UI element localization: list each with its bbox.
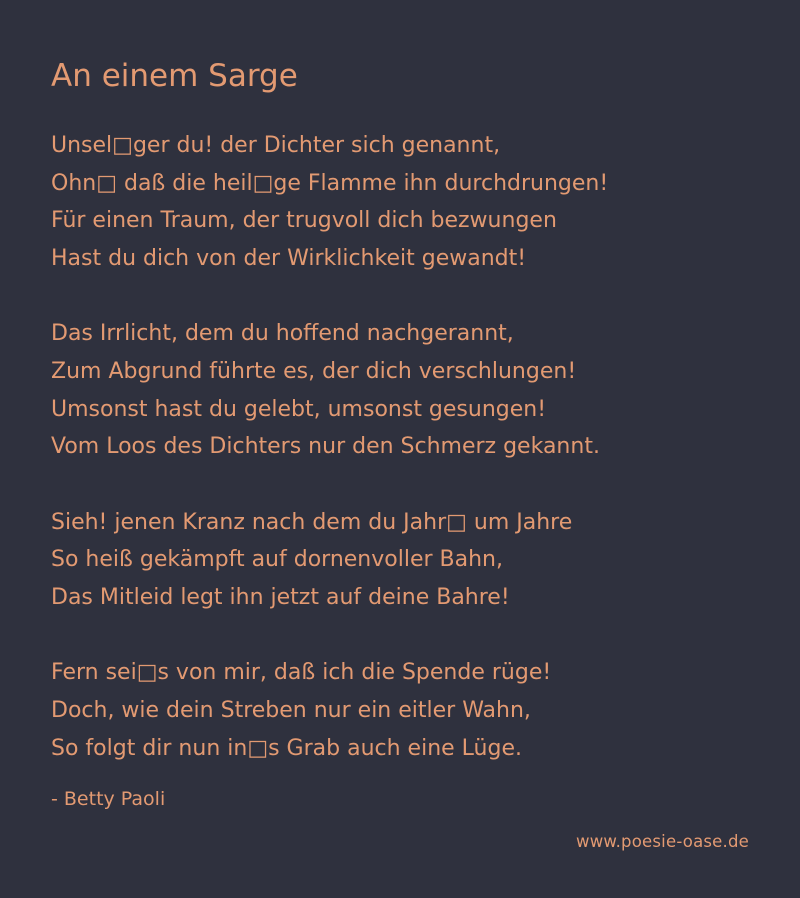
poem-line: Für einen Traum, der trugvoll dich bezwungen xyxy=(51,208,557,234)
poem-line: Sieh! jenen Kranz nach dem du Jahr□ um Jahre xyxy=(51,509,573,535)
poem-line: So folgt dir nun in□s Grab auch eine Lüge. xyxy=(51,735,522,761)
stanza-4 xyxy=(51,654,771,767)
poem-line: Unsel□ger du! der Dichter sich genannt, xyxy=(51,133,501,158)
poem-line: Vom Loos des Dichters nur den Schmerz gekannt. xyxy=(51,434,600,460)
stanza-1 xyxy=(51,127,771,278)
poem-line: Hast du dich von der Wirklichkeit gewandt! xyxy=(51,246,527,272)
poem-line: Doch, wie dein Streben nur ein eitler Wahn, xyxy=(51,697,531,723)
poem-body xyxy=(51,127,771,805)
poem-line: Ohn□ daß die heil□ge Flamme ihn durchdrungen! xyxy=(51,170,609,196)
poem-author: - Betty Paoli xyxy=(51,788,166,810)
poem-line: So heiß gekämpft auf dornenvoller Bahn, xyxy=(51,547,503,573)
stanza-2 xyxy=(51,315,771,466)
website-url: www.poesie-oase.de xyxy=(576,832,749,851)
poem-line: Zum Abgrund führte es, der dich verschlungen! xyxy=(51,359,577,385)
poem-line: Fern sei□s von mir, daß ich die Spende rüge! xyxy=(51,660,552,686)
stanza-3 xyxy=(51,504,771,617)
poem-line: Das Mitleid legt ihn jetzt auf deine Bahre! xyxy=(51,585,510,611)
poem-line: Umsonst hast du gelebt, umsonst gesungen! xyxy=(51,396,547,422)
poem-title: An einem Sarge xyxy=(51,58,298,94)
poem-line: Das Irrlicht, dem du hoffend nachgerannt, xyxy=(51,321,514,347)
